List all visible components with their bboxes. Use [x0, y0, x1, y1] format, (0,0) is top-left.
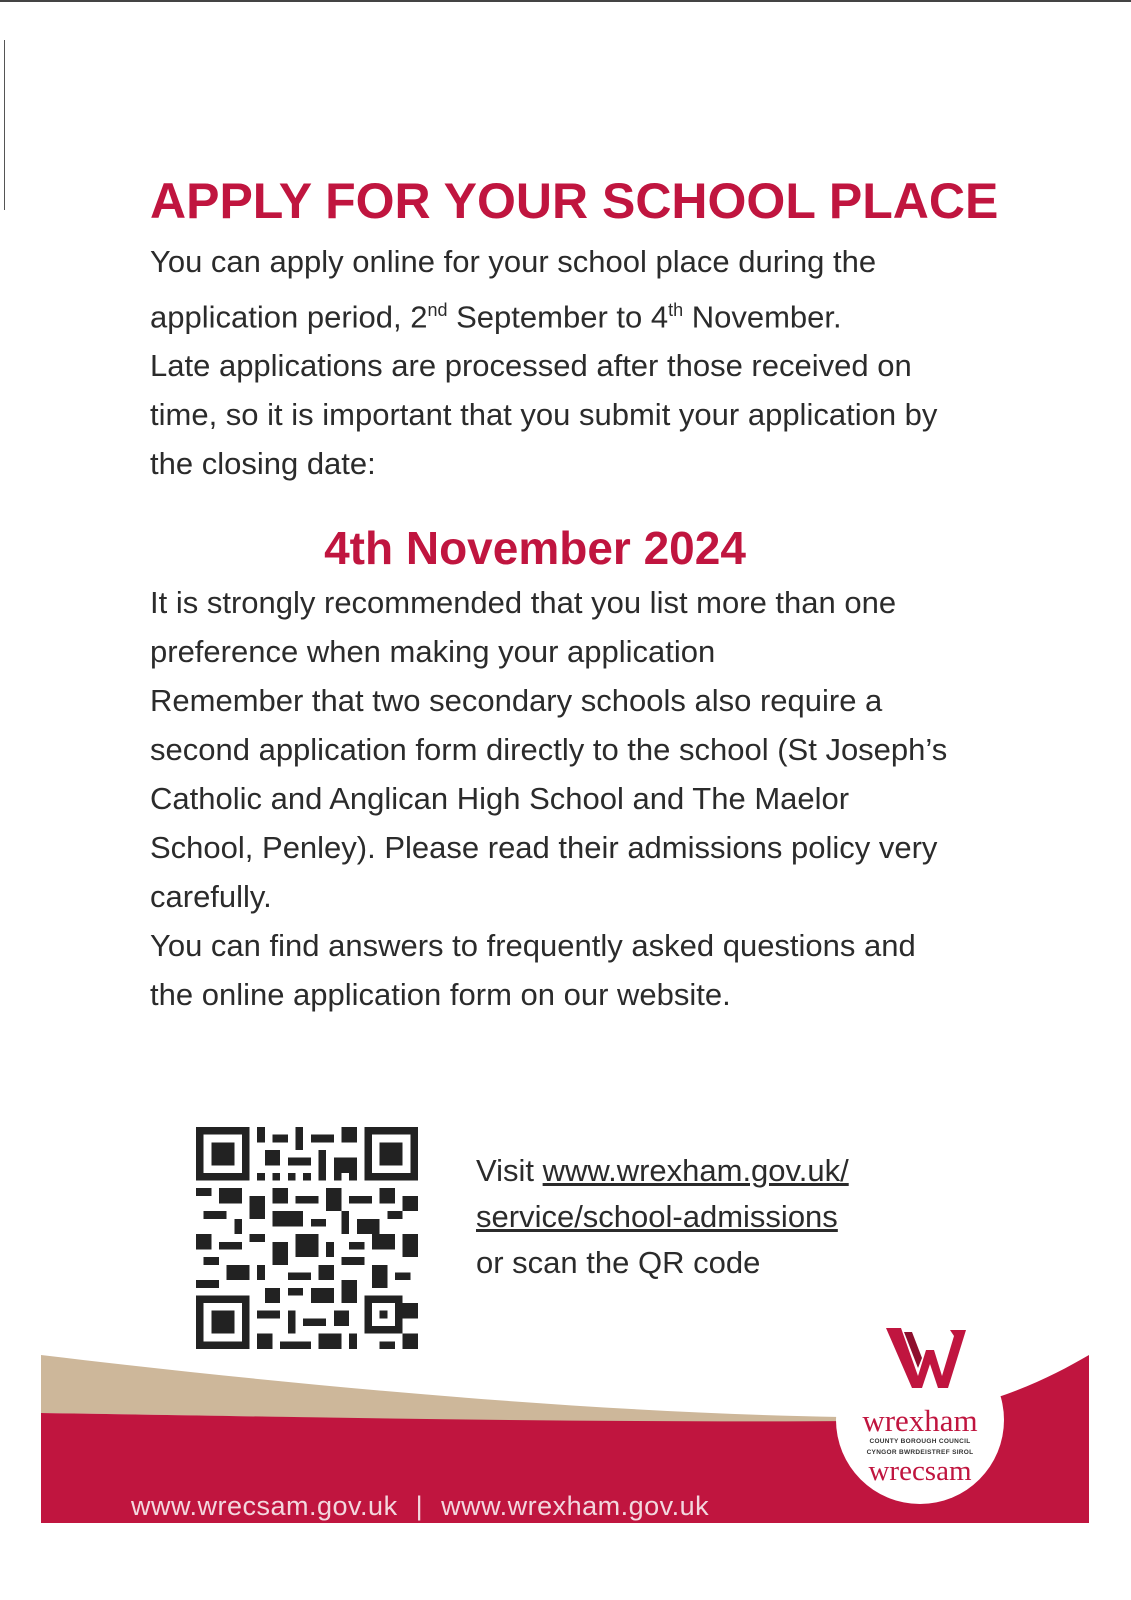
footer-link-english[interactable]: www.wrexham.gov.uk [441, 1491, 710, 1521]
logo-sub-english: COUNTY BOROUGH COUNCIL [869, 1438, 971, 1445]
admissions-link-part2[interactable]: service/school-admissions [476, 1199, 838, 1234]
qr-code-icon [196, 1127, 418, 1349]
footer-links [131, 1491, 709, 1522]
footer-link-welsh[interactable]: www.wrecsam.gov.uk [131, 1491, 398, 1521]
scan-edge-line [0, 0, 1131, 2]
visit-line-1 [476, 1148, 849, 1194]
main-content [150, 165, 1000, 1019]
late-applications-paragraph: Late applications are processed after those received on time, so it is important that you submit your application by the closing date: [150, 348, 938, 482]
intro-text-c: November. [683, 299, 842, 335]
intro-text-a: You can apply online for your school place during the application period, 2 [150, 244, 877, 335]
intro-paragraph [150, 237, 1000, 341]
admissions-link-part1[interactable]: www.wrexham.gov.uk/ [542, 1153, 849, 1188]
page-title: APPLY FOR YOUR SCHOOL PLACE [150, 173, 999, 229]
qr-instruction: or scan the QR code [476, 1245, 761, 1280]
intro-sup-b: th [668, 300, 684, 320]
visit-prefix: Visit [476, 1153, 543, 1188]
remember-paragraph: Remember that two secondary schools also require a second application form directly to the school (St Joseph’s Catholic and Anglican High School and The Maelor School, Penley). Please read their admissions policy very carefully. [150, 683, 948, 915]
faq-paragraph: You can find answers to frequently asked questions and the online application form on our website. [150, 928, 916, 1013]
logo-sub-welsh: CYNGOR BWRDEISTREF SIROL [866, 1449, 974, 1456]
recommend-paragraph: It is strongly recommended that you list more than one preference when making your application [150, 585, 897, 670]
logo-name-welsh: wrecsam [868, 1455, 972, 1487]
wrexham-council-logo [826, 1328, 1014, 1506]
closing-date: 4th November 2024 [324, 522, 746, 575]
footer-separator: | [415, 1491, 424, 1521]
scan-edge-mark [4, 40, 5, 210]
logo-name-english: wrexham [862, 1403, 978, 1438]
intro-sup-a: nd [427, 300, 448, 320]
qr-code[interactable] [196, 1127, 418, 1349]
visit-instructions [476, 1148, 849, 1286]
visit-line-2 [476, 1194, 849, 1240]
intro-text-b: September to 4 [447, 299, 669, 335]
